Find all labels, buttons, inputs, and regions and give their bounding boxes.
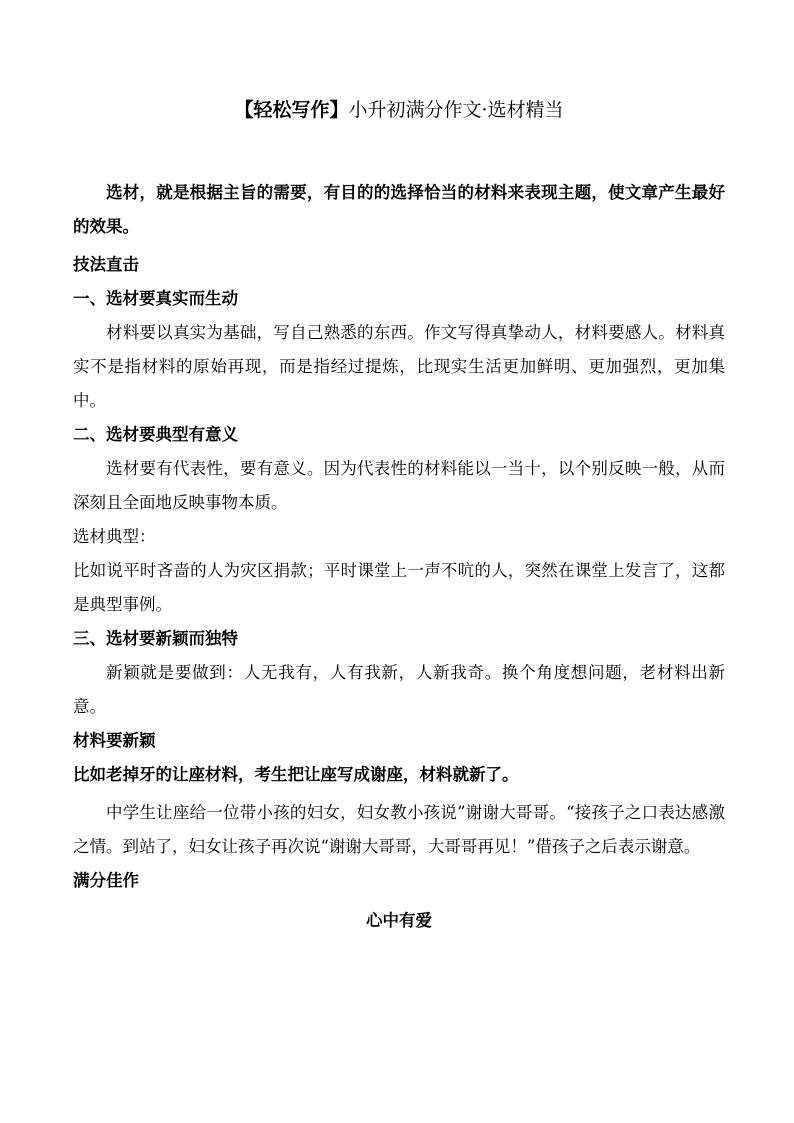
page-title <box>73 96 725 124</box>
intro-paragraph: 选材，就是根据主旨的需要，有目的的选择恰当的材料来表现主题，使文章产生最好的效果。 <box>73 183 725 236</box>
section2-example: 比如说平时吝啬的人为灾区捐款；平时课堂上一声不吭的人，突然在课堂上发言了，这都是典型事例。 <box>73 561 725 614</box>
section2-heading: 二、选材要典型有意义 <box>73 425 238 444</box>
heading-techniques: 技法直击 <box>73 255 139 274</box>
heading-full-score: 满分佳作 <box>73 871 139 890</box>
title-text: 小升初满分作文·选材精当 <box>348 99 564 121</box>
section3-example-detail: 中学生让座给一位带小孩的妇女，妇女教小孩说”谢谢大哥哥。“接孩子之口表达感激之情。到站了，妇女让孩子再次说“谢谢大哥哥，大哥哥再见！”借孩子之后表示谢意。 <box>73 803 725 856</box>
essay-title: 心中有爱 <box>366 911 432 930</box>
section3-heading: 三、选材要新颖而独特 <box>73 629 238 648</box>
document-body <box>73 176 725 938</box>
section2-body: 选材要有代表性，要有意义。因为代表性的材料能以一当十，以个别反映一般，从而深刻且全面地反映事物本质。 <box>73 459 725 512</box>
section2-sub-label: 选材典型： <box>73 527 156 546</box>
section1-heading: 一、选材要真实而生动 <box>73 289 238 308</box>
section3-sub-heading: 材料要新颖 <box>73 731 156 750</box>
title-bracket: 【轻松写作】 <box>234 99 349 121</box>
section3-body: 新颖就是要做到：人无我有，人有我新，人新我奇。换个角度想问题，老材料出新意。 <box>73 663 725 716</box>
section1-body: 材料要以真实为基础，写自己熟悉的东西。作文写得真挚动人，材料要感人。材料真实不是指材料的原始再现，而是指经过提炼，比现实生活更加鲜明、更加强烈，更加集中。 <box>73 323 725 410</box>
section3-example-bold: 比如老掉牙的让座材料，考生把让座写成谢座，材料就新了。 <box>73 765 519 784</box>
